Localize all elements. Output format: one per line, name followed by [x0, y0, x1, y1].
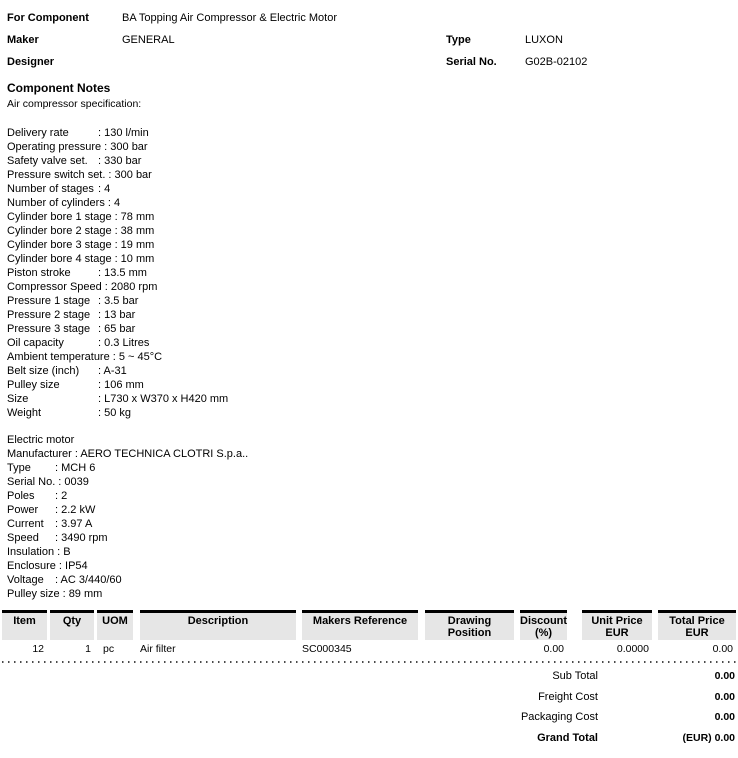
spec-value: : 106 mm — [98, 379, 144, 391]
header-cell-item — [2, 610, 47, 640]
cell-discount: 0.00 — [543, 643, 564, 655]
spec-value: : AC 3/440/60 — [55, 574, 122, 586]
spec-label: Piston stroke — [7, 267, 71, 279]
spec-value: : 3.5 bar — [98, 295, 139, 307]
cell-description: Air filter — [140, 643, 176, 655]
serial-pair — [446, 56, 587, 68]
total-row — [0, 690, 738, 704]
total-label: Packaging Cost — [520, 711, 598, 723]
spec-line — [7, 252, 228, 266]
maker-value: GENERAL — [122, 34, 175, 46]
cell-item: 12 — [32, 643, 44, 655]
total-row — [0, 710, 738, 724]
spec-value: : 3490 rpm — [55, 532, 108, 544]
spec-value: : 330 bar — [98, 155, 142, 167]
spec-line — [7, 168, 228, 182]
spec-label: Safety valve set. — [7, 155, 88, 167]
spec-label: Pressure 2 stage — [7, 309, 91, 321]
type-label: Type — [446, 34, 471, 46]
spec-value: : 2.2 kW — [55, 504, 96, 516]
spec-value: : AERO TECHNICA CLOTRI S.p.a.. — [74, 448, 249, 460]
header-label: Unit Price — [591, 615, 643, 627]
for-component-label: For Component — [7, 12, 89, 24]
spec-label: Pressure switch set. — [7, 169, 106, 181]
spec-label: Number of stages — [7, 183, 94, 195]
spec-value: : 4 — [98, 183, 111, 195]
header-label-sub: EUR — [605, 627, 629, 639]
table-row — [0, 643, 738, 655]
component-notes-title: Component Notes — [7, 81, 111, 95]
spec-line — [7, 266, 228, 280]
spec-value: : IP54 — [58, 560, 88, 572]
header-label: Discount — [520, 615, 568, 627]
for-component-value: BA Topping Air Compressor & Electric Motor — [122, 12, 337, 24]
spec-value: : B — [57, 546, 71, 558]
compressor-spec-intro: Air compressor specification: — [7, 98, 142, 110]
spec-line — [7, 322, 228, 336]
spec-value: : L730 x W370 x H420 mm — [98, 393, 229, 405]
spec-line — [7, 336, 228, 350]
spec-line — [7, 503, 248, 517]
spec-label: Operating pressure — [7, 141, 102, 153]
spec-value: : 4 — [107, 197, 121, 209]
header-label: Item — [13, 615, 36, 627]
spec-value: : 10 mm — [114, 253, 155, 265]
spec-label: Compressor Speed — [7, 281, 102, 293]
spec-line — [7, 545, 248, 559]
designer-serial-row — [7, 56, 736, 68]
spec-label: Oil capacity — [7, 337, 64, 349]
spec-line — [7, 210, 228, 224]
spec-value: : 5 ~ 45°C — [112, 351, 163, 363]
header-label-sub: EUR — [685, 627, 709, 639]
spec-line — [7, 406, 228, 420]
motor-heading: Electric motor — [7, 434, 75, 446]
spec-line — [7, 461, 248, 475]
spec-label: Cylinder bore 1 stage — [7, 211, 112, 223]
spec-value: : 89 mm — [62, 588, 103, 600]
total-row — [0, 669, 738, 683]
spec-label: Size — [7, 393, 29, 405]
spec-line — [7, 140, 228, 154]
spec-line — [7, 587, 248, 601]
spec-label: Poles — [7, 490, 35, 502]
spec-line — [7, 531, 248, 545]
spec-line — [7, 280, 228, 294]
compressor-spec-list — [7, 126, 228, 420]
spec-label: Enclosure — [7, 560, 56, 572]
spec-value: : 0.3 Litres — [98, 337, 150, 349]
header-cell-description — [140, 610, 296, 640]
spec-label: Cylinder bore 3 stage — [7, 239, 112, 251]
cell-total_price: 0.00 — [712, 643, 733, 655]
maker-label: Maker — [7, 34, 39, 46]
header-label: Description — [187, 615, 249, 627]
total-value: 0.00 — [714, 690, 735, 703]
spec-line — [7, 559, 248, 573]
serial-no-value: G02B-02102 — [525, 56, 588, 68]
spec-value: : 65 bar — [98, 323, 136, 335]
header-label: Qty — [62, 615, 82, 627]
total-row — [0, 731, 738, 745]
spec-label: Current — [7, 518, 44, 530]
header-cell-drawing_position — [425, 610, 514, 640]
spec-value: : MCH 6 — [55, 462, 96, 474]
header-label: Drawing Position — [447, 615, 492, 639]
spec-line — [7, 392, 228, 406]
maker-type-row — [7, 34, 736, 46]
items-table-header — [0, 610, 738, 640]
spec-value: : 130 l/min — [98, 127, 149, 139]
spec-line — [7, 182, 228, 196]
spec-label: Pressure 1 stage — [7, 295, 91, 307]
spec-label: Voltage — [7, 574, 44, 586]
motor-spec-list — [7, 447, 248, 601]
spec-line — [7, 308, 228, 322]
spec-label: Cylinder bore 4 stage — [7, 253, 112, 265]
cell-unit_price: 0.0000 — [616, 643, 649, 655]
spec-line — [7, 447, 248, 461]
spec-line — [7, 294, 228, 308]
spec-value: : 50 kg — [98, 407, 132, 419]
total-value: 0.00 — [714, 711, 735, 723]
total-label: Grand Total — [537, 731, 598, 744]
spec-label: Weight — [7, 407, 42, 419]
spec-label: Speed — [7, 532, 39, 544]
spec-line — [7, 475, 248, 489]
header-cell-makers_reference — [302, 610, 418, 640]
for-component-row — [7, 12, 736, 24]
spec-line — [7, 196, 228, 210]
spec-line — [7, 350, 228, 364]
header-label: Total Price — [669, 615, 725, 627]
spec-value: : 19 mm — [114, 239, 155, 251]
spec-line — [7, 489, 248, 503]
header-label: Makers Reference — [312, 615, 408, 627]
motor-spec-block — [7, 433, 248, 601]
spec-label: Ambient temperature — [7, 351, 110, 363]
spec-label: Pulley size — [7, 588, 60, 600]
cell-drawing_position — [425, 643, 514, 655]
totals-section — [0, 669, 738, 751]
spec-value: : 0039 — [58, 476, 89, 488]
type-value: LUXON — [525, 34, 563, 46]
spec-line — [7, 517, 248, 531]
spec-value: : 2 — [55, 490, 68, 502]
spec-label: Cylinder bore 2 stage — [7, 225, 112, 237]
header-label-sub: (%) — [534, 627, 553, 639]
spec-value: : 38 mm — [114, 225, 155, 237]
spec-value: : 300 bar — [108, 169, 152, 181]
spec-line — [7, 378, 228, 392]
cell-qty: 1 — [85, 643, 91, 655]
total-value: (EUR) 0.00 — [682, 731, 735, 744]
total-label: Freight Cost — [538, 690, 598, 703]
spec-value: : 3.97 A — [55, 518, 93, 530]
type-pair — [446, 34, 563, 46]
header-cell-unit_price — [582, 610, 652, 640]
spec-label: Power — [7, 504, 39, 516]
designer-label: Designer — [7, 56, 55, 68]
spec-line — [7, 573, 248, 587]
spec-line — [7, 154, 228, 168]
spec-label: Pressure 3 stage — [7, 323, 91, 335]
spec-label: Belt size (inch) — [7, 365, 80, 377]
spec-label: Delivery rate — [7, 127, 69, 139]
spec-line — [7, 126, 228, 140]
dotted-divider — [2, 661, 736, 663]
header-cell-total_price — [658, 610, 736, 640]
spec-value: : 2080 rpm — [104, 281, 158, 293]
total-value: 0.00 — [714, 670, 735, 682]
serial-no-label: Serial No. — [446, 56, 497, 68]
header-cell-discount — [520, 610, 567, 640]
cell-uom: pc — [103, 643, 115, 655]
spec-label: Insulation — [7, 546, 55, 558]
header-cell-qty — [50, 610, 94, 640]
spec-value: : 13.5 mm — [98, 267, 147, 279]
cell-makers_reference: SC000345 — [302, 643, 352, 655]
spec-label: Serial No. — [7, 476, 56, 488]
spec-value: : 13 bar — [98, 309, 136, 321]
total-label: Sub Total — [552, 670, 598, 682]
spec-label: Manufacturer — [7, 448, 72, 460]
header-label: UOM — [102, 615, 128, 627]
spec-value: : 300 bar — [104, 141, 148, 153]
spec-value: : 78 mm — [114, 211, 155, 223]
header-cell-uom — [97, 610, 133, 640]
spec-label: Pulley size — [7, 379, 60, 391]
spec-line — [7, 238, 228, 252]
spec-line — [7, 364, 228, 378]
spec-value: : A-31 — [98, 365, 127, 377]
spec-label: Number of cylinders — [7, 197, 105, 209]
spec-line — [7, 224, 228, 238]
spec-label: Type — [7, 462, 31, 474]
